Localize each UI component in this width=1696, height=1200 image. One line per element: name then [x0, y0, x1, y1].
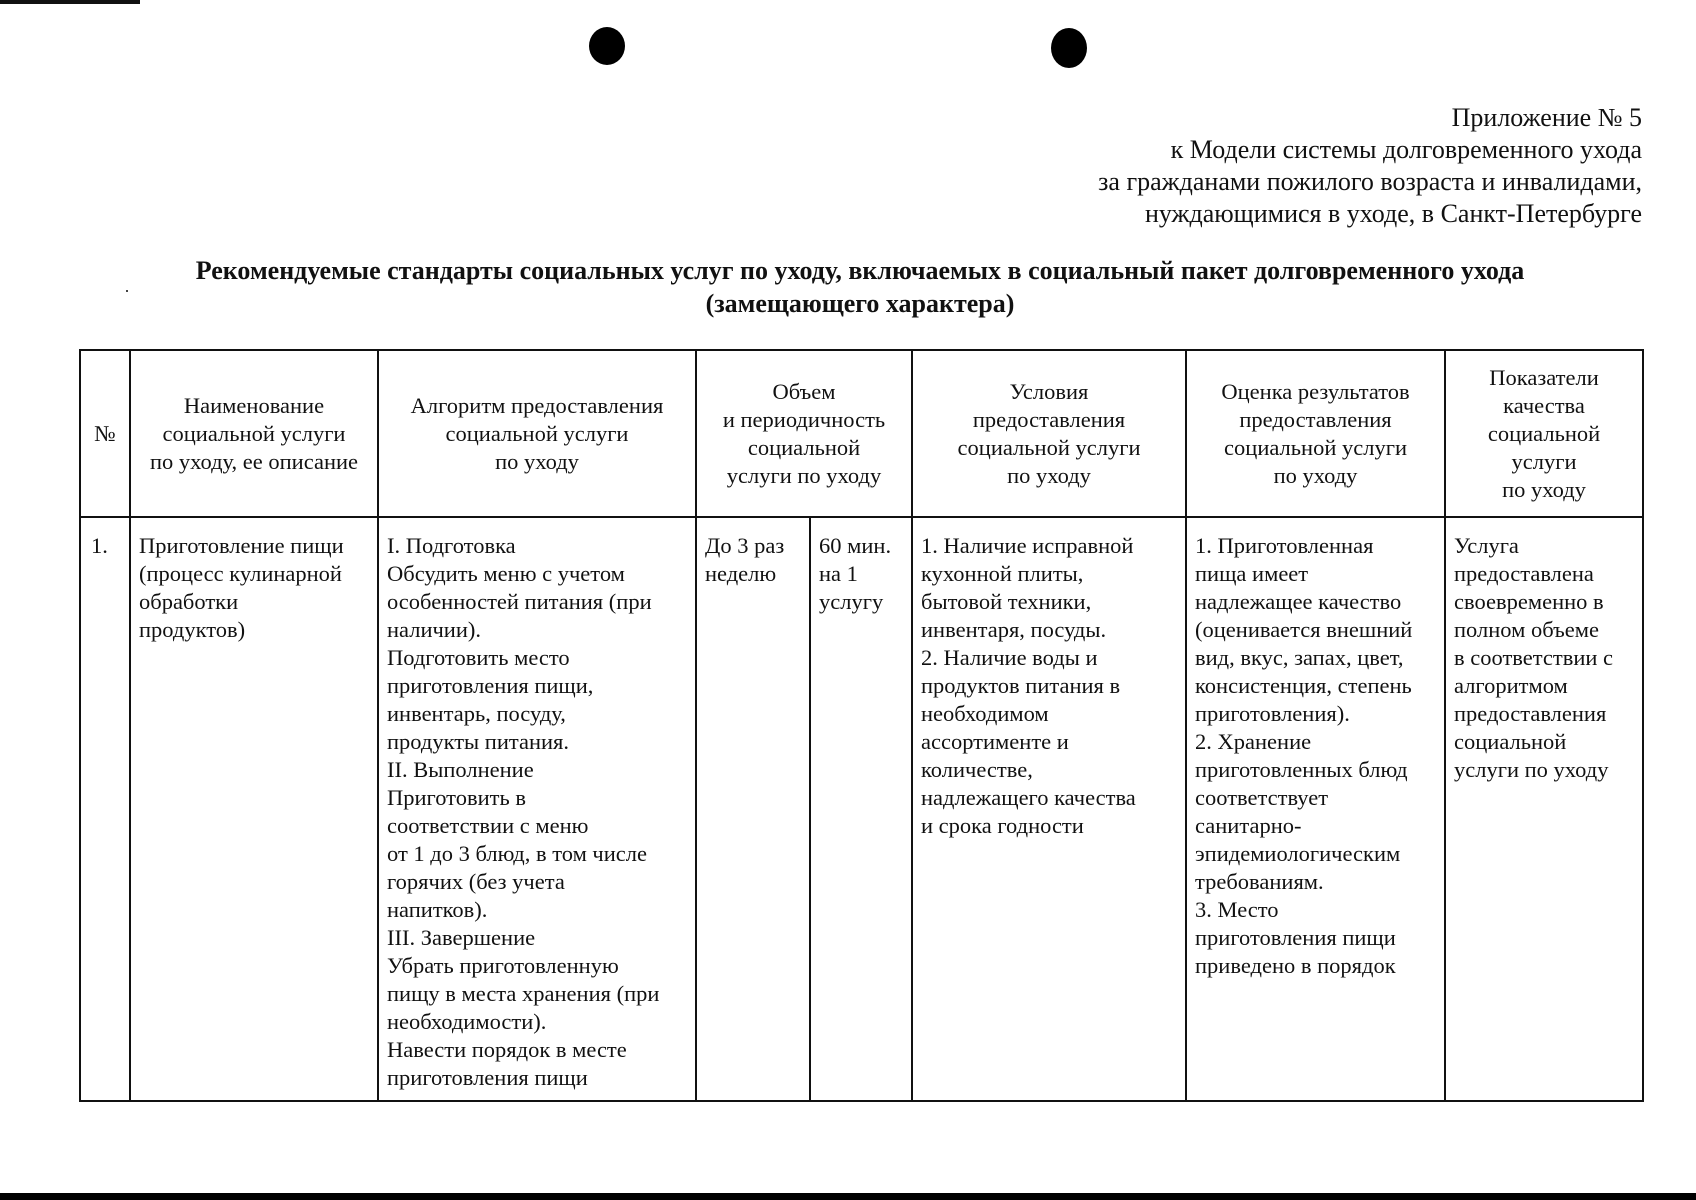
cell-text-line: №: [94, 420, 116, 446]
cell-duration: [810, 517, 912, 1101]
cell-text-line: инвентаря, посуды.: [921, 617, 1107, 642]
cell-text-line: услуги: [1511, 448, 1577, 474]
cell-text-line: приготовления пищи: [387, 1065, 588, 1090]
cell-text-line: Оценка результатов: [1221, 378, 1410, 404]
punch-hole-right: [1051, 28, 1087, 68]
cell-text-line: Обсудить меню с учетом: [387, 561, 625, 586]
cell-evaluation: [1186, 517, 1445, 1101]
cell-text-line: соответствии с меню: [387, 813, 589, 838]
cell-text-line: 1. Наличие исправной: [921, 533, 1134, 558]
cell-text-line: приготовленных блюд: [1195, 757, 1408, 782]
document-title: [60, 254, 1660, 320]
scan-edge-bar: [0, 1193, 1696, 1200]
cell-text-line: социальной услуги: [445, 420, 629, 446]
cell-text-line: предоставления: [1239, 406, 1392, 432]
cell-text-line: надлежащее качество: [1195, 589, 1402, 614]
cell-text-line: продуктов): [139, 617, 246, 642]
cell-text-line: требованиям.: [1195, 869, 1324, 894]
cell-text-line: продукты питания.: [387, 729, 570, 754]
cell-text-line: Услуга: [1454, 533, 1519, 558]
appendix-line: Приложение № 5: [1451, 103, 1642, 132]
cell-text-line: III. Завершение: [387, 925, 536, 950]
table-header-row: [80, 350, 1643, 517]
cell-text-line: 1. Приготовленная: [1195, 533, 1374, 558]
cell-text-line: услугу: [819, 589, 884, 614]
cell-text-line: необходимости).: [387, 1009, 547, 1034]
cell-text-line: надлежащего качества: [921, 785, 1136, 810]
cell-text-line: 60 мин.: [819, 533, 892, 558]
cell-text-line: от 1 до 3 блюд, в том числе: [387, 841, 647, 866]
cell-text-line: 2. Наличие воды и: [921, 645, 1098, 670]
cell-text-line: кухонной плиты,: [921, 561, 1084, 586]
cell-text-line: эпидемиологическим: [1195, 841, 1401, 866]
cell-text-line: предоставлена: [1454, 561, 1594, 586]
cell-text-line: на 1: [819, 561, 858, 586]
cell-text-line: предоставления: [972, 406, 1126, 432]
header-evaluation: [1186, 350, 1445, 517]
cell-text-line: санитарно-: [1195, 813, 1302, 838]
document-title-line: (замещающего характера): [705, 289, 1015, 318]
cell-text-line: предоставления: [1454, 701, 1607, 726]
cell-text-line: (оценивается внешний: [1195, 617, 1413, 642]
cell-text-line: приготовления пищи: [1195, 925, 1396, 950]
cell-text-line: Приготовление пищи: [139, 533, 344, 558]
cell-text-line: качества: [1503, 392, 1585, 418]
cell-text-line: и периодичность: [722, 406, 886, 432]
cell-text-line: До 3 раз: [705, 533, 785, 558]
cell-text-line: неделю: [705, 561, 777, 586]
cell-text-line: приготовления).: [1195, 701, 1350, 726]
punch-hole-left: [589, 27, 625, 65]
standards-table: [79, 349, 1644, 1102]
cell-text-line: II. Выполнение: [387, 757, 534, 782]
cell-algorithm: [378, 517, 696, 1101]
cell-text-line: по уходу: [1007, 462, 1091, 488]
cell-text-line: соответствует: [1195, 785, 1329, 810]
cell-text-line: социальной: [1487, 420, 1601, 446]
appendix-line: нуждающимися в уходе, в Санкт-Петербурге: [1144, 199, 1642, 228]
header-number: [80, 350, 130, 517]
cell-text-line: Подготовить место: [387, 645, 570, 670]
cell-text-line: социальной услуги: [1224, 434, 1407, 460]
cell-text-line: по уходу: [1273, 462, 1358, 488]
table-row: [80, 517, 1643, 1101]
header-conditions: [912, 350, 1186, 517]
document-title-line: Рекомендуемые стандарты социальных услуг по уходу, включаемых в социальный пакет долговременного ухода: [195, 256, 1525, 285]
cell-text-line: социальной: [747, 434, 861, 460]
cell-text-line: и срока годности: [921, 813, 1084, 838]
cell-text-line: Алгоритм предоставления: [410, 392, 664, 418]
cell-text-line: алгоритмом: [1454, 673, 1568, 698]
cell-text-line: пищу в места хранения (при: [387, 981, 660, 1006]
cell-text-line: социальной услуги: [957, 434, 1141, 460]
appendix-line: к Модели системы долговременного ухода: [1170, 135, 1642, 164]
cell-text-line: социальной услуги: [162, 420, 346, 446]
cell-text-line: ассортименте и: [921, 729, 1069, 754]
cell-text-line: в соответствии с: [1454, 645, 1614, 670]
cell-text-line: Приготовить в: [387, 785, 526, 810]
cell-number: [80, 517, 130, 1101]
cell-frequency: [696, 517, 810, 1101]
cell-text-line: услуги по уходу: [1454, 757, 1609, 782]
cell-quality: [1445, 517, 1643, 1101]
cell-text-line: Убрать приготовленную: [387, 953, 619, 978]
cell-text-line: Условия: [1009, 378, 1089, 404]
cell-conditions: [912, 517, 1186, 1101]
cell-text-line: полном объеме: [1454, 617, 1599, 642]
cell-text-line: количестве,: [921, 757, 1033, 782]
header-quality: [1445, 350, 1643, 517]
cell-text-line: Показатели: [1489, 364, 1599, 390]
cell-text-line: наличии).: [387, 617, 482, 642]
cell-text-line: продуктов питания в: [921, 673, 1121, 698]
appendix-reference: [1098, 102, 1642, 230]
cell-text-line: особенностей питания (при: [387, 589, 652, 614]
cell-text-line: пища имеет: [1195, 561, 1309, 586]
cell-text-line: по уходу, ее описание: [149, 448, 359, 474]
appendix-line: за гражданами пожилого возраста и инвалидами,: [1098, 167, 1642, 196]
cell-text-line: 1.: [91, 533, 108, 558]
cell-text-line: консистенция, степень: [1195, 673, 1412, 698]
cell-text-line: приведено в порядок: [1195, 953, 1396, 978]
cell-text-line: I. Подготовка: [387, 533, 516, 558]
cell-text-line: 2. Хранение: [1195, 729, 1312, 754]
cell-text-line: горячих (без учета: [387, 869, 565, 894]
cell-text-line: напитков).: [387, 897, 488, 922]
cell-text-line: необходимом: [921, 701, 1049, 726]
cell-text-line: Объем: [772, 378, 836, 404]
cell-text-line: Навести порядок в месте: [387, 1037, 627, 1062]
cell-text-line: инвентарь, посуду,: [387, 701, 566, 726]
cell-text-line: по уходу: [495, 448, 579, 474]
cell-text-line: своевременно в: [1454, 589, 1604, 614]
header-algorithm: [378, 350, 696, 517]
header-service-name: [130, 350, 378, 517]
cell-text-line: приготовления пищи,: [387, 673, 594, 698]
cell-text-line: (процесс кулинарной: [139, 561, 342, 586]
cell-text-line: социальной: [1454, 729, 1567, 754]
cell-text-line: бытовой техники,: [921, 589, 1092, 614]
cell-text-line: 3. Место: [1195, 897, 1279, 922]
cell-service-name: [130, 517, 378, 1101]
cell-text-line: Наименование: [183, 392, 325, 418]
cell-text-line: обработки: [139, 589, 239, 614]
header-volume-frequency: [696, 350, 912, 517]
cell-text-line: по уходу: [1502, 476, 1586, 502]
cell-text-line: вид, вкус, запах, цвет,: [1195, 645, 1404, 670]
cell-text-line: услуги по уходу: [726, 462, 882, 488]
scan-edge-mark: [0, 0, 140, 4]
